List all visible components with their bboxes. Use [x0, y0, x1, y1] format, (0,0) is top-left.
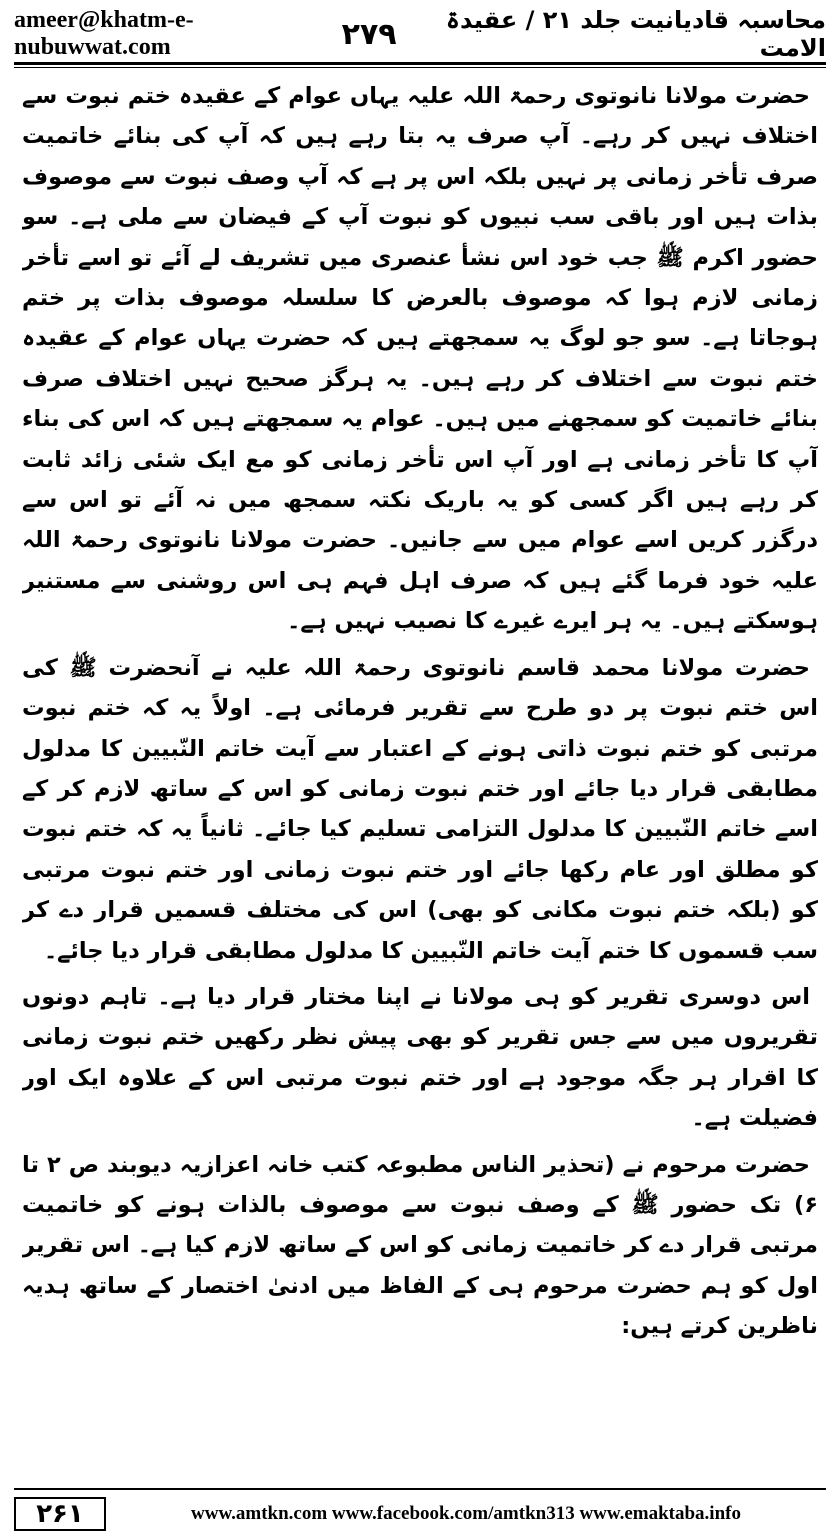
footer-website-links: www.amtkn.com www.facebook.com/amtkn313 www.emaktaba.info [191, 1503, 741, 1524]
paragraph-3: اس دوسری تقریر کو ہی مولانا نے اپنا مختار قرار دیا ہے۔ تاہم دونوں تقریروں میں سے جس تقریر کو بھی پیش نظر رکھیں ختم نبوت زمانی کا اقرار ہر جگہ موجود ہے اور ختم نبوت مرتبی اس کے علاوہ ایک اور فضیلت ہے۔ [22, 983, 818, 1132]
header-book-page-number: ۲۷۹ [341, 16, 397, 52]
page-body [22, 76, 818, 1452]
page-footer [14, 1496, 826, 1532]
paragraph-4: حضرت مرحوم نے (تحذیر الناس مطبوعہ کتب خانہ اعزازیہ دیوبند ص ۲ تا ۶) تک حضور ﷺ کے وصف نبوت سے موصوف بالذات ہونے کو خاتمیت مرتبی قرار دے کر خاتمیت زمانی کو اس کے ساتھ لازم کیا ہے۔ اس تقریر اول کو ہم حضرت مرحوم ہی کے الفاظ میں ادنیٰ اختصار کے ساتھ ہدیہ ناظرین کرتے ہیں: [22, 1151, 818, 1340]
header-rule-thick [14, 62, 826, 65]
footer-rule [14, 1488, 826, 1490]
paragraph-1: حضرت مولانا نانوتوی رحمۃ اللہ علیہ یہاں عوام کے عقیدہ ختم نبوت سے اختلاف نہیں کر رہے۔ آپ صرف یہ بتا رہے ہیں کہ آپ کی بنائے خاتمیت صرف تأخر زمانی پر نہیں بلکہ اس پر ہے کہ آپ وصف نبوت سے موصوف بذات ہیں اور باقی سب نبیوں کو نبوت آپ کے فیضان سے ملی ہے۔ سو حضور اکرم ﷺ جب خود اس نشأ عنصری میں تشریف لے آئے تو اسے تأخر زمانی لازم ہوا کہ موصوف بالعرض کا سلسلہ موصوف بذات پر ختم ہوجاتا ہے۔ سو جو لوگ یہ سمجھتے ہیں کہ حضرت یہاں عوام کے عقیدہ ختم نبوت سے اختلاف کر رہے ہیں۔ یہ ہرگز صحیح نہیں اختلاف صرف بنائے خاتمیت کو سمجھنے میں ہیں۔ عوام یہ سمجھتے ہیں کہ اس کی بناء آپ کا تأخر زمانی ہے اور آپ اس تأخر زمانی کو مع ایک شئی زائد ثابت کر رہے ہیں اگر کسی کو یہ باریک نکتہ سمجھ میں نہ آئے تو اس سے درگزر کریں اسے عوام میں سے جانیں۔ حضرت مولانا نانوتوی رحمۃ اللہ علیہ خود فرما گئے ہیں کہ صرف اہل فہم ہی اس روشنی سے مستنیر ہوسکتے ہیں۔ یہ ہر ایرے غیرے کا نصیب نہیں ہے۔ [22, 83, 818, 635]
paragraph-2: حضرت مولانا محمد قاسم نانوتوی رحمۃ اللہ علیہ نے آنحضرت ﷺ کی اس ختم نبوت پر دو طرح سے تقریر فرمائی ہے۔ اولاً یہ کہ ختم نبوت مرتبی کو ختم نبوت ذاتی ہونے کے اعتبار سے آیت خاتم النّبیین کا مدلول مطابقی قرار دیا جائے اور ختم نبوت زمانی کو اس کے ساتھ لازم کر کے اسے خاتم النّبیین کا مدلول التزامی تسلیم کیا جائے۔ ثانیاً یہ کہ ختم نبوت کو مطلق اور عام رکھا جائے اور ختم نبوت زمانی اور ختم نبوت مرتبی کو (بلکہ ختم نبوت مکانی کو بھی) اس کی مختلف قسمیں قرار دے کر سب قسموں کا ختم آیت خاتم النّبیین کا مدلول مطابقی قرار دیا جائے۔ [22, 654, 818, 964]
header-book-title: محاسبہ قادیانیت جلد ۲۱ / عقیدۃ الامت [445, 6, 826, 62]
header-left [14, 7, 397, 61]
header-rule-thin [14, 67, 826, 68]
page-header [14, 6, 826, 62]
header-email: ameer@khatm-e-nubuwwat.com [14, 7, 194, 60]
footer-page-number: ۲۶۱ [14, 1497, 106, 1531]
